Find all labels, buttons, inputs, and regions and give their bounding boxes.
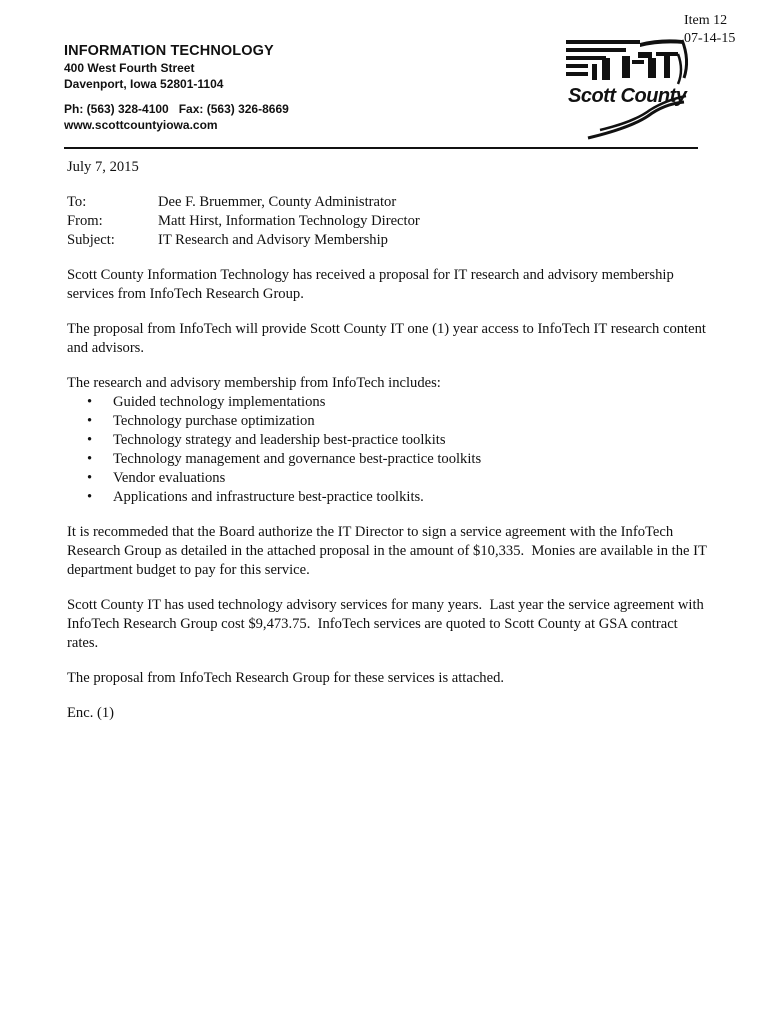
- memo-from-row: [67, 212, 707, 231]
- department-name: INFORMATION TECHNOLOGY: [64, 43, 274, 59]
- membership-list-section: [67, 374, 707, 507]
- paragraph-recommendation: It is recommeded that the Board authorize the IT Director to sign a service agreement with the InfoTech Research Group as detailed in the attached proposal in the amount of $10,335. Monies are available in the IT department budget to pay for this service.: [67, 524, 711, 578]
- bullet-icon: •: [87, 394, 93, 410]
- bullet-icon: •: [87, 470, 93, 486]
- paragraph-history: Scott County IT has used technology advisory services for many years. Last year the service agreement with InfoTech Research Group cost $9,473.75. InfoTech services are quoted to Scott County at GSA contract rates.: [67, 597, 708, 651]
- memo-to-row: [67, 193, 707, 212]
- list-item: • Technology purchase optimization: [87, 413, 315, 429]
- paragraph-proposal-received: Scott County Information Technology has received a proposal for IT research and advisory membership services from InfoTech Research Group.: [67, 267, 674, 302]
- bullet-icon: •: [87, 451, 93, 467]
- memo-subject-value: IT Research and Advisory Membership: [158, 232, 388, 248]
- memo-to-label: To:: [67, 194, 87, 210]
- list-item: • Applications and infrastructure best-practice toolkits.: [87, 489, 424, 505]
- list-item: • Technology strategy and leadership best-practice toolkits: [87, 432, 446, 448]
- paragraph-proposal-scope: The proposal from InfoTech will provide Scott County IT one (1) year access to InfoTech IT research content and advisors.: [67, 321, 706, 356]
- address-line-2: Davenport, Iowa 52801-1104: [64, 77, 224, 91]
- memo-date: July 7, 2015: [67, 159, 139, 175]
- memo-from-value: Matt Hirst, Information Technology Director: [158, 213, 420, 229]
- paragraph-attachment: The proposal from InfoTech Research Group for these services is attached.: [67, 670, 505, 686]
- list-item: • Vendor evaluations: [87, 470, 226, 486]
- phone-fax: Ph: (563) 328-4100 Fax: (563) 326-8669: [64, 102, 289, 116]
- website: www.scottcountyiowa.com: [64, 118, 218, 132]
- address-line-1: 400 West Fourth Street: [64, 61, 195, 75]
- memo-subject-row: [67, 231, 707, 250]
- logo-wordmark: Scott County: [568, 85, 687, 107]
- item-number: Item 12: [684, 13, 728, 28]
- memo-to-value: Dee F. Bruemmer, County Administrator: [158, 194, 397, 210]
- bullet-icon: •: [87, 489, 93, 505]
- membership-benefits-list: [67, 393, 707, 507]
- list-intro: The research and advisory membership from InfoTech includes:: [67, 375, 441, 391]
- list-item: • Technology management and governance best-practice toolkits: [87, 451, 482, 467]
- scott-county-logo: [560, 30, 700, 145]
- memo-from-label: From:: [67, 213, 103, 229]
- list-item: • Guided technology implementations: [87, 394, 326, 410]
- memo-header: [67, 193, 707, 250]
- memo-subject-label: Subject:: [67, 232, 115, 248]
- memo-body: [67, 158, 711, 723]
- header-divider: [64, 147, 698, 149]
- letterhead: [64, 42, 289, 133]
- item-date: 07-14-15: [684, 31, 736, 46]
- bullet-icon: •: [87, 432, 93, 448]
- bullet-icon: •: [87, 413, 93, 429]
- enclosure-note: Enc. (1): [67, 705, 115, 721]
